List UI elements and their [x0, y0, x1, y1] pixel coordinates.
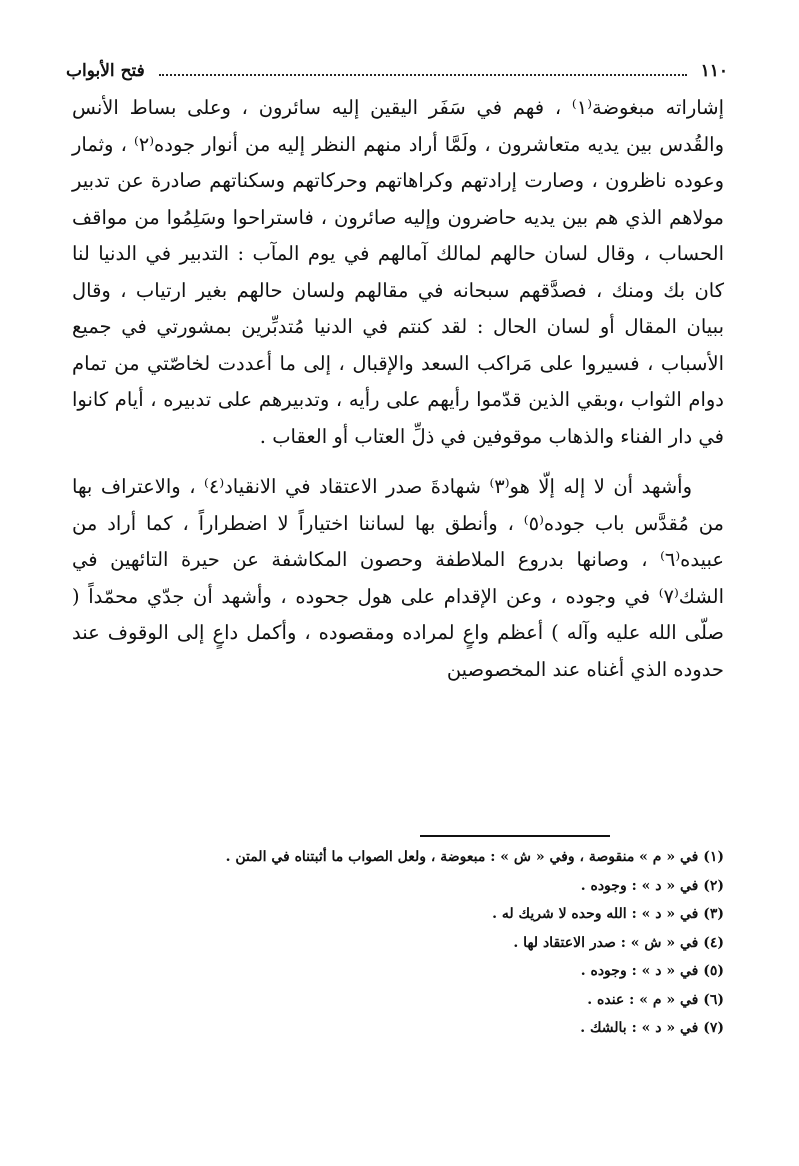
footnote-1: (١) في « م » منقوصة ، وفي « ش » : مبعوضة ، ولعل الصواب ما أثبتناه في المتن .: [225, 849, 724, 865]
paragraph-2: وأشهد أن لا إله إلّا هو⁽٣⁾ شهادةَ صدر الاعتقاد في الانقياد⁽٤⁾ ، والاعتراف بها من مُقدَّس باب جوده⁽٥⁾ ، وأنطق بها لساننا اختياراً لا اضطراراً ، كما أراد من عبيده⁽٦⁾ ، وصانها بدروع الملاطفة وحصون المكاشفة عن حيرة التائهين في الشك⁽٧⁾ في وجوده ، وعن الإقدام على هول جحوده ، وأشهد أن جدّي محمّداً ( صلّى الله عليه وآله ) أعظم واعٍ لمراده ومقصوده ، وأكمل داعٍ إلى الوقوف عند حدوده الذي أغناه عند المخصوصين: [72, 475, 724, 681]
footnote-5: (٥) في « د » : وجوده .: [580, 963, 724, 979]
chapter-title: فتح الأبواب: [66, 61, 145, 81]
paragraph-1: إشاراته مبغوضة⁽١⁾ ، فهم في سَفَر اليقين إليه سائرون ، وعلى بساط الأنس والقُدس بين يديه متعاشرون ، ولَمَّا أراد منهم النظر إليه من أنوار جوده⁽٢⁾ ، وثمار وعوده ناظرون ، وصارت إرادتهم وكراهاتهم وحركاتهم وسكناتهم صادرة عن تدبير مولاهم الذي هم بين يديه حاضرون وإليه صائرون ، فاستراحوا وسَلِمُوا من مواقف الحساب ، وقال لسان حالهم لمالك آمالهم في يوم المآب : التدبير في الدنيا لنا كان بك ومنك ، فصدَّقهم سبحانه في مقالهم ولسان حالهم بغير ارتياب ، وقال ببيان المقال أو لسان الحال : لقد كنتم في الدنيا مُتدبِّرين بمشورتي في جميع الأسباب ، فسيروا على مَراكب السعد والإقبال ، إلى ما أعددت لخاصّتي من تمام دوام الثواب ،وبقي الذين قدّموا رأيهم على رأيه ، وتدبيرهم على تدبيره ، أيام كانوا في دار الفناء والذهاب موقوفين في ذلِّ العتاب أو العقاب .: [72, 96, 724, 448]
main-text: [72, 90, 724, 688]
page-header: [66, 56, 728, 86]
footnote-3: (٣) في « د » : الله وحده لا شريك له .: [492, 906, 724, 922]
footnote-4: (٤) في « ش » : صدر الاعتقاد لها .: [513, 934, 724, 951]
footnote-6: (٦) في « م » : عنده .: [587, 991, 724, 1008]
footnotes: [120, 843, 724, 1043]
footnote-2: (٢) في « د » : وجوده .: [580, 877, 724, 894]
header-dot-leader: [159, 74, 687, 76]
page-number: ١١٠: [700, 61, 728, 81]
footnote-7: (٧) في « د » : بالشك .: [580, 1020, 724, 1036]
footnote-separator: [420, 835, 610, 837]
